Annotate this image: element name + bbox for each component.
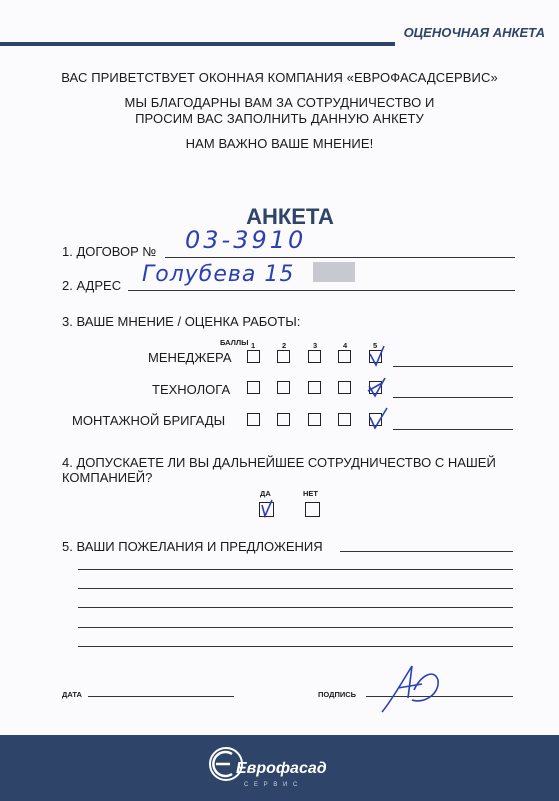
yes-label: ДА — [260, 489, 271, 498]
score-header-4: 4 — [343, 341, 348, 350]
suggestion-line-2[interactable] — [78, 588, 513, 589]
no-checkbox[interactable] — [305, 502, 320, 517]
header-rule — [0, 42, 395, 46]
row-label-manager: МЕНЕДЖЕРА — [148, 350, 232, 365]
manager-score-1-checkbox[interactable] — [247, 350, 260, 363]
crew-score-3-checkbox[interactable] — [308, 413, 321, 426]
date-label: ДАТА — [62, 690, 82, 699]
technologist-score-3-checkbox[interactable] — [308, 381, 321, 394]
intro-greeting: ВАС ПРИВЕТСТВУЕТ ОКОННАЯ КОМПАНИЯ «ЕВРОФАСАДСЕРВИС» — [61, 70, 498, 85]
crew-score-2-checkbox[interactable] — [277, 413, 290, 426]
q4-line1: 4. ДОПУСКАЕТЕ ЛИ ВЫ ДАЛЬНЕЙШЕЕ СОТРУДНИЧЕСТВО С НАШЕЙ — [62, 455, 496, 470]
suggestion-line-3[interactable] — [78, 607, 513, 608]
handwritten-signature — [378, 660, 448, 716]
technologist-check-mark — [365, 374, 389, 400]
technologist-score-2-checkbox[interactable] — [277, 381, 290, 394]
crew-score-4-checkbox[interactable] — [338, 413, 351, 426]
technologist-score-4-checkbox[interactable] — [338, 381, 351, 394]
score-header-3: 3 — [313, 341, 318, 350]
form-title: АНКЕТА — [246, 204, 334, 229]
suggestion-line-0[interactable] — [340, 551, 513, 552]
date-line[interactable] — [88, 696, 234, 697]
crew-comment-line — [393, 429, 513, 430]
manager-comment-line — [393, 366, 513, 367]
crew-check-mark — [365, 405, 391, 433]
footer-sub: С Е Р В И С — [244, 782, 300, 788]
footer-brand: Еврофасад — [236, 760, 327, 777]
manager-score-2-checkbox[interactable] — [277, 350, 290, 363]
address-value[interactable]: Голубева 15 — [142, 262, 295, 287]
suggestion-line-1[interactable] — [78, 569, 513, 570]
row-label-crew: МОНТАЖНОЙ БРИГАДЫ — [72, 413, 226, 428]
manager-score-4-checkbox[interactable] — [338, 350, 351, 363]
manager-score-3-checkbox[interactable] — [308, 350, 321, 363]
scores-label: БАЛЛЫ — [220, 338, 249, 347]
q4-line2: КОМПАНИЕЙ? — [62, 470, 153, 485]
intro-thanks: МЫ БЛАГОДАРНЫ ВАМ ЗА СОТРУДНИЧЕСТВО И — [124, 95, 435, 110]
rating-label: 3. ВАШЕ МНЕНИЕ / ОЦЕНКА РАБОТЫ: — [62, 314, 301, 329]
score-header-1: 1 — [251, 341, 256, 350]
header-title: ОЦЕНОЧНАЯ АНКЕТА — [403, 25, 545, 40]
score-header-5: 5 — [373, 341, 378, 350]
intro-request: ПРОСИМ ВАС ЗАПОЛНИТЬ ДАННУЮ АНКЕТУ — [135, 111, 424, 126]
q5-label: 5. ВАШИ ПОЖЕЛАНИЯ И ПРЕДЛОЖЕНИЯ — [62, 539, 323, 554]
yes-check-mark — [257, 496, 277, 518]
address-line — [128, 290, 515, 291]
suggestion-line-5[interactable] — [78, 646, 513, 647]
redacted-area — [313, 262, 355, 282]
contract-value[interactable]: 03-3910 — [185, 226, 307, 254]
no-label: НЕТ — [303, 489, 318, 498]
contract-label: 1. ДОГОВОР № — [62, 244, 157, 259]
technologist-comment-line — [393, 397, 513, 398]
score-header-2: 2 — [282, 341, 287, 350]
address-label: 2. АДРЕС — [62, 278, 122, 293]
row-label-technologist: ТЕХНОЛОГА — [152, 382, 231, 397]
crew-score-1-checkbox[interactable] — [247, 413, 260, 426]
manager-check-mark — [365, 343, 389, 369]
intro-important: НАМ ВАЖНО ВАШЕ МНЕНИЕ! — [185, 136, 374, 151]
contract-line — [165, 257, 515, 258]
signature-label: ПОДПИСЬ — [318, 690, 357, 699]
technologist-score-1-checkbox[interactable] — [247, 381, 260, 394]
suggestion-line-4[interactable] — [78, 627, 513, 628]
